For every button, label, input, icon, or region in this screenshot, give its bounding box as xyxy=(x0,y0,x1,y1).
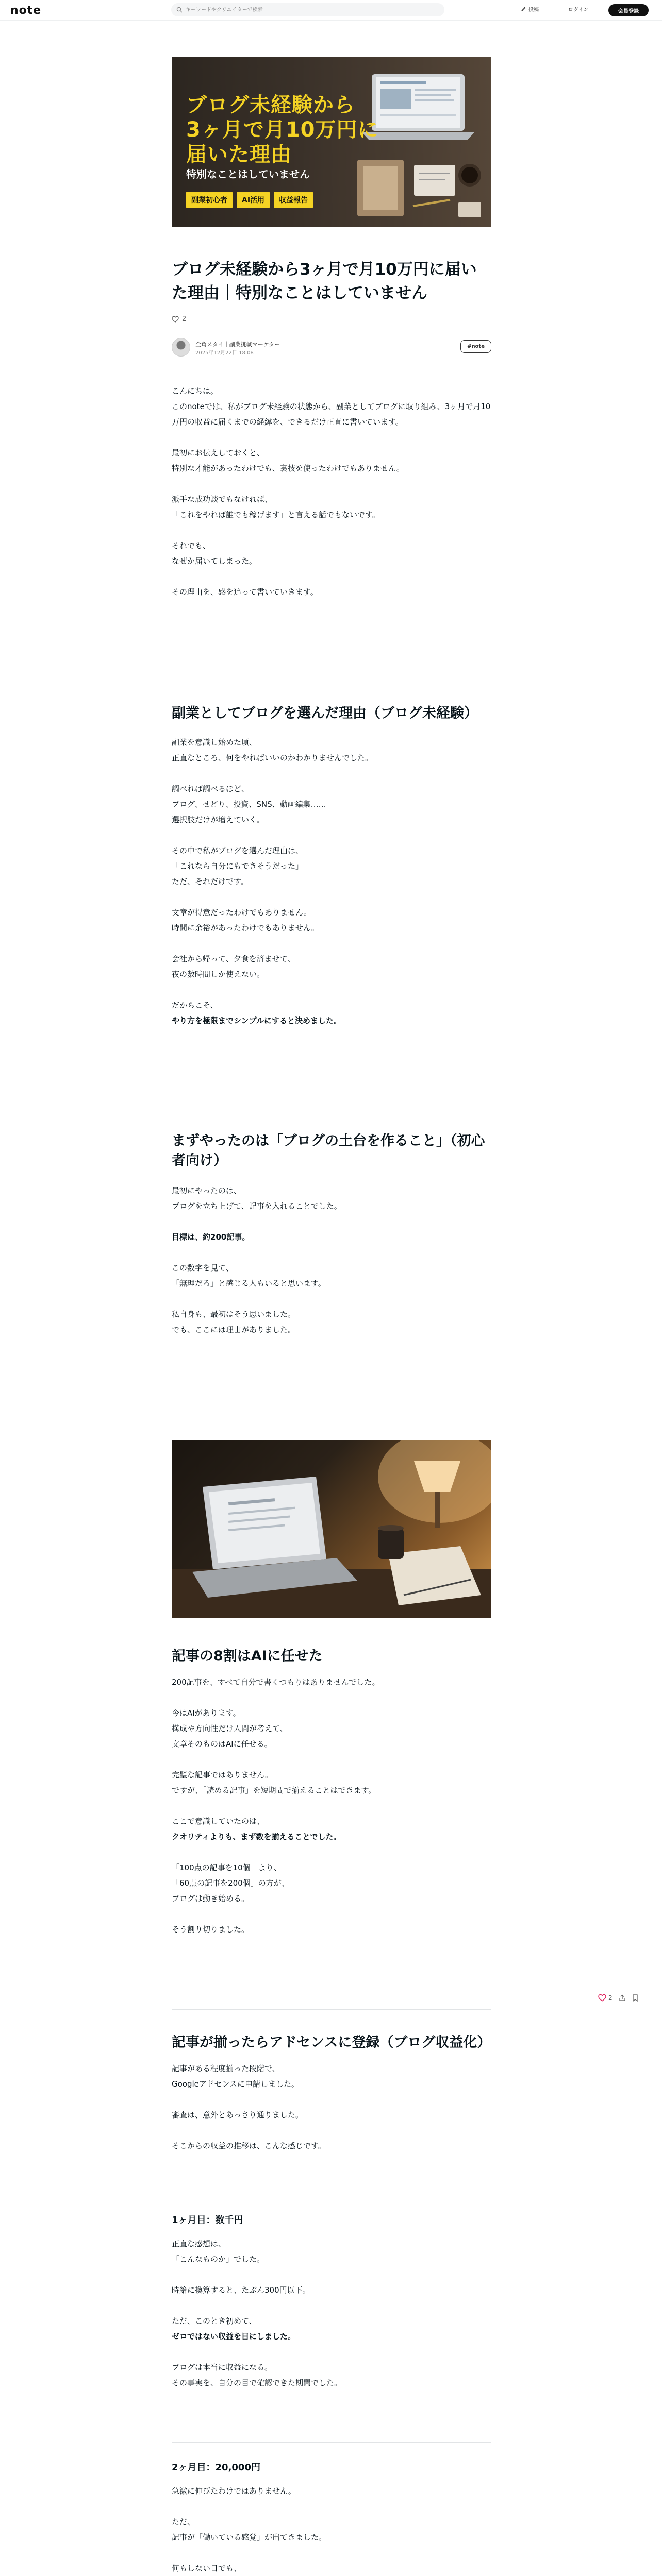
body-line: 調べれば調べるほど、 xyxy=(172,784,250,793)
month2-body xyxy=(172,2483,491,2576)
intro-line: このnoteでは、私がブログ未経験の状態から、副業としてブログに取り組み、3ヶ月で月10万円の収益に届くまでの経緯を、できるだけ正直に書いています。 xyxy=(172,402,491,427)
section2-body xyxy=(172,1183,491,1337)
intro-block xyxy=(172,383,491,600)
avatar[interactable] xyxy=(172,338,190,357)
month1-body xyxy=(172,2236,491,2391)
body-line: ただ、 xyxy=(172,2517,195,2527)
body-line: 正直な感想は、 xyxy=(172,2239,226,2248)
intro-line: 派手な成功談でもなければ、 xyxy=(172,495,273,504)
body-line: 「こんなものか」でした。 xyxy=(172,2255,265,2264)
body-line: 記事が「働いている感覚」が出てきました。 xyxy=(172,2533,327,2542)
body-line-bold: ゼロではない収益を目にしました。 xyxy=(172,2332,296,2341)
heart-icon[interactable] xyxy=(598,1994,606,2002)
author-row xyxy=(172,338,491,359)
float-like-count: 2 xyxy=(608,1994,613,2002)
body-line: この数字を見て、 xyxy=(172,1263,234,1273)
month-heading: 2ヶ月目：20,000円 xyxy=(172,2462,260,2473)
author-name[interactable]: 全角スタイ｜副業挑戦マーケター xyxy=(195,341,280,348)
like-row xyxy=(172,315,186,323)
intro-line: それでも、 xyxy=(172,541,211,550)
section4-body xyxy=(172,2061,491,2154)
hero-title-line1: ブログ未経験から xyxy=(186,93,355,117)
body-line: ここで意識していたのは、 xyxy=(172,1817,265,1826)
hero-tag: 収益報告 xyxy=(274,192,313,208)
body-line: 私自身も、最初はそう思いました。 xyxy=(172,1310,296,1319)
section1-body xyxy=(172,735,491,1028)
body-line: 完璧な記事ではありません。 xyxy=(172,1770,273,1780)
intro-line: なぜか届いてしまった。 xyxy=(172,556,257,566)
hero-title-line3: 届いた理由 xyxy=(186,143,292,166)
body-line-bold: 目標は、約200記事。 xyxy=(172,1232,250,1242)
body-line: 「100点の記事を10個」より、 xyxy=(172,1863,282,1872)
body-line: 「60点の記事を200個」の方が、 xyxy=(172,1878,289,1888)
body-line: Googleアドセンスに申請しました。 xyxy=(172,2079,299,2089)
body-line: 「これなら自分にもできそうだった」 xyxy=(172,861,304,871)
body-line: ブログは本当に収益になる。 xyxy=(172,2363,273,2372)
login-link[interactable]: ログイン xyxy=(568,7,589,13)
hero-tag: 副業初心者 xyxy=(186,192,233,208)
hero-title-line2: 3ヶ月で月10万円に xyxy=(186,118,379,142)
body-line: 文章そのものはAIに任せる。 xyxy=(172,1739,272,1749)
intro-line: 特別な才能があったわけでも、裏技を使ったわけでもありません。 xyxy=(172,464,404,473)
body-line: ブログ、せどり、投資、SNS、動画編集…… xyxy=(172,800,326,809)
body-line: 急激に伸びたわけではありません。 xyxy=(172,2486,296,2496)
body-line: ブログを立ち上げて、記事を入れることでした。 xyxy=(172,1201,342,1211)
float-like[interactable] xyxy=(598,1994,613,2002)
hero-title xyxy=(186,93,379,167)
signup-button[interactable]: 会員登録 xyxy=(608,4,649,16)
hero-subtitle: 特別なことはしていません xyxy=(186,168,310,180)
note-logo[interactable]: note xyxy=(10,4,42,17)
body-line: 夜の数時間しか使えない。 xyxy=(172,970,265,979)
laptop-photo xyxy=(172,1440,491,1618)
hero-image xyxy=(172,57,491,227)
body-line: でも、ここには理由がありました。 xyxy=(172,1325,296,1334)
section-heading: 副業としてブログを選んだ理由（ブログ未経験） xyxy=(172,705,478,721)
body-line: 何もしない日でも、 xyxy=(172,2564,242,2573)
section3-body xyxy=(172,1674,491,1937)
pen-icon xyxy=(521,6,526,12)
body-line: 時間に余裕があったわけでもありません。 xyxy=(172,923,319,933)
body-line-bold: やり方を極限までシンプルにすると決めました。 xyxy=(172,1016,342,1025)
body-line: 正直なところ、何をやればいいのかわかりませんでした。 xyxy=(172,753,373,762)
post-label: 投稿 xyxy=(528,7,539,13)
body-line: ブログは動き始める。 xyxy=(172,1894,250,1903)
body-line: ですが、「読める記事」を短期間で揃えることはできます。 xyxy=(172,1786,376,1795)
intro-line: その理由を、感を追って書いていきます。 xyxy=(172,587,318,597)
heart-icon[interactable] xyxy=(172,316,179,323)
search-icon xyxy=(176,7,183,13)
divider xyxy=(172,2009,491,2010)
body-line: ただ、それだけです。 xyxy=(172,877,249,886)
body-line: 会社から帰って、夕食を済ませて、 xyxy=(172,954,295,963)
hero-tag: AI活用 xyxy=(237,192,270,208)
article-title: ブログ未経験から3ヶ月で月10万円に届いた理由｜特別なことはしていません xyxy=(172,260,477,302)
site-header xyxy=(0,0,662,21)
body-line: 「無理だろ」と感じる人もいると思います。 xyxy=(172,1279,326,1288)
body-line: 200記事を、すべて自分で書くつもりはありませんでした。 xyxy=(172,1677,380,1687)
intro-line: 最初にお伝えしておくと、 xyxy=(172,448,265,457)
search-input[interactable] xyxy=(186,7,433,13)
body-line: だからこそ、 xyxy=(172,1001,218,1010)
body-line: 副業を意識し始めた頃、 xyxy=(172,738,257,747)
hero-tags xyxy=(186,192,313,208)
body-line: 今はAIがあります。 xyxy=(172,1708,241,1718)
intro-line: こんにちは。 xyxy=(172,386,219,396)
body-line: 審査は、意外とあっさり通りました。 xyxy=(172,2110,303,2120)
body-line: その中で私がブログを選んだ理由は、 xyxy=(172,846,304,855)
search-bar[interactable] xyxy=(171,3,444,16)
body-line: 選択肢だけが増えていく。 xyxy=(172,815,264,824)
body-line: 時給に換算すると、たぶん300円以下。 xyxy=(172,2285,310,2295)
body-line: 文章が得意だったわけでもありません。 xyxy=(172,908,311,917)
section-heading: 記事が揃ったらアドセンスに登録（ブログ収益化） xyxy=(172,2035,491,2050)
share-icon[interactable] xyxy=(619,1994,626,2002)
body-line: その事実を、自分の目で確認できた期間でした。 xyxy=(172,2378,342,2387)
laptop-scene-illustration xyxy=(172,1440,491,1618)
body-line-bold: クオリティよりも、まず数を揃えることでした。 xyxy=(172,1832,341,1841)
post-button[interactable] xyxy=(521,5,539,13)
publish-date: 2025年12月22日 18:08 xyxy=(195,350,254,356)
month-heading: 1ヶ月目：数千円 xyxy=(172,2215,243,2226)
intro-line: 「これをやれば誰でも稼げます」と言える話でもないです。 xyxy=(172,510,380,519)
like-count: 2 xyxy=(182,315,187,323)
body-line: そこからの収益の推移は、こんな感じです。 xyxy=(172,2141,326,2150)
hashtag-button[interactable]: #note xyxy=(460,340,491,353)
floating-actions xyxy=(598,1994,638,2002)
bookmark-icon[interactable] xyxy=(632,1994,638,2002)
body-line: 最初にやったのは、 xyxy=(172,1186,242,1195)
body-line: 構成や方向性だけ人間が考えて、 xyxy=(172,1724,288,1733)
body-line: ただ、このとき初めて、 xyxy=(172,2316,257,2326)
body-line: 記事がある程度揃った段階で、 xyxy=(172,2064,280,2073)
section-heading: 記事の8割はAIに任せた xyxy=(172,1648,323,1664)
body-line: そう割り切りました。 xyxy=(172,1925,250,1934)
divider xyxy=(172,2442,491,2443)
section-heading: まずやったのは「ブログの土台を作ること」（初心者向け） xyxy=(172,1133,485,1168)
